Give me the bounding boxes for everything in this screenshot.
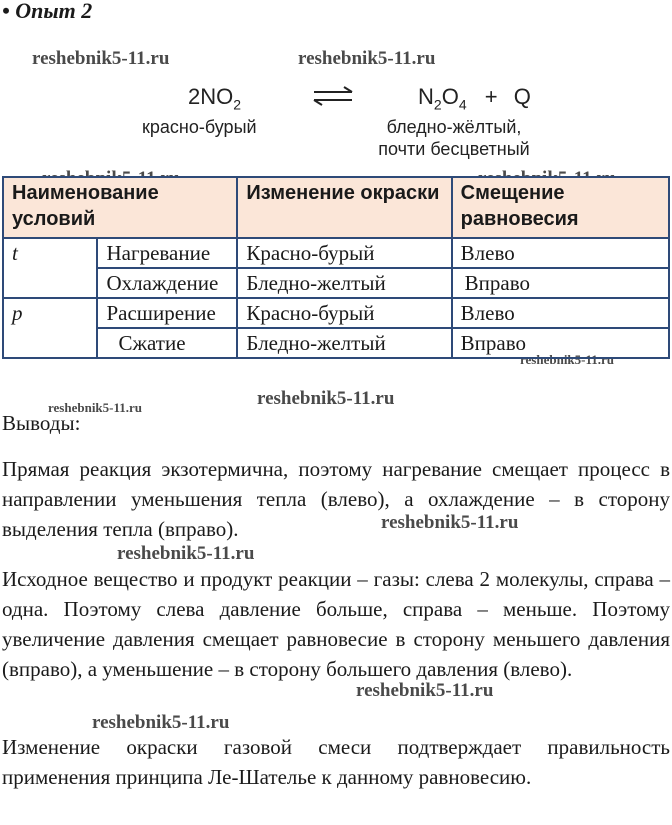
- watermark: reshebnik5-11.ru: [32, 48, 170, 69]
- color-cell: Бледно-желтый: [237, 328, 451, 358]
- watermark: reshebnik5-11.ru: [92, 712, 230, 733]
- product-color-label: бледно-жёлтый, почти бесцветный: [378, 117, 530, 159]
- shift-cell: Влево: [452, 238, 669, 268]
- table-row: [3, 328, 669, 358]
- param-temperature: t: [3, 238, 97, 298]
- watermark: reshebnik5-11.ru: [257, 388, 395, 409]
- header-color-change: Изменение окраски: [237, 177, 451, 238]
- reactant-color-label: красно-бурый: [142, 117, 257, 137]
- condition-cell: Охлаждение: [97, 268, 237, 298]
- watermark: reshebnik5-11.ru: [117, 543, 255, 564]
- conclusion-paragraph: Прямая реакция экзотермична, поэтому нагревание смещает процесс в направлении уменьшения тепла (влево), а охлаждение – в сторону выделения тепла (вправо).: [2, 457, 670, 541]
- condition-cell: Нагревание: [97, 238, 237, 268]
- reactant-formula: $2NO_2$: [188, 84, 242, 113]
- condition-cell: Сжатие: [97, 328, 237, 358]
- watermark: reshebnik5-11.ru: [48, 400, 143, 415]
- shift-cell: Вправо: [452, 328, 669, 358]
- table-header-row: [3, 177, 669, 238]
- table-row: [3, 298, 669, 328]
- table-row: [3, 238, 669, 268]
- conclusion-paragraph: Изменение окраски газовой смеси подтверждает правильность применения принципа Ле-Шателье к данному равновесию.: [2, 735, 670, 789]
- conclusion-paragraph: Исходное вещество и продукт реакции – газы: слева 2 молекулы, справа – одна. Поэтому слева давление больше, справа – меньше. Поэтому увеличение давления смещает равновесие в сторону меньшего давления (вправо), а уменьшение – в сторону большего давления (влево).: [2, 567, 670, 681]
- header-equilibrium-shift: Смещение равновесия: [452, 177, 669, 238]
- watermark: reshebnik5-11.ru: [298, 48, 436, 69]
- color-cell: Красно-бурый: [237, 298, 451, 328]
- watermark: reshebnik5-11.ru: [356, 680, 494, 701]
- conclusions-title: Выводы:: [2, 411, 81, 435]
- watermark: reshebnik5-11.ru: [520, 352, 615, 367]
- shift-cell: Влево: [452, 298, 669, 328]
- param-pressure: p: [3, 298, 97, 358]
- condition-cell: Расширение: [97, 298, 237, 328]
- color-cell: Бледно-желтый: [237, 268, 451, 298]
- product-formula: $N_2O_4 + Q$: [418, 84, 531, 113]
- watermark: reshebnik5-11.ru: [381, 512, 519, 533]
- shift-cell: Вправо: [452, 268, 669, 298]
- equilibrium-table: [2, 176, 670, 359]
- header-conditions: Наименование условий: [3, 177, 237, 238]
- table-row: [3, 268, 669, 298]
- section-heading: • Опыт 2: [2, 0, 93, 23]
- color-cell: Красно-бурый: [237, 238, 451, 268]
- equilibrium-arrows-icon: [312, 86, 354, 106]
